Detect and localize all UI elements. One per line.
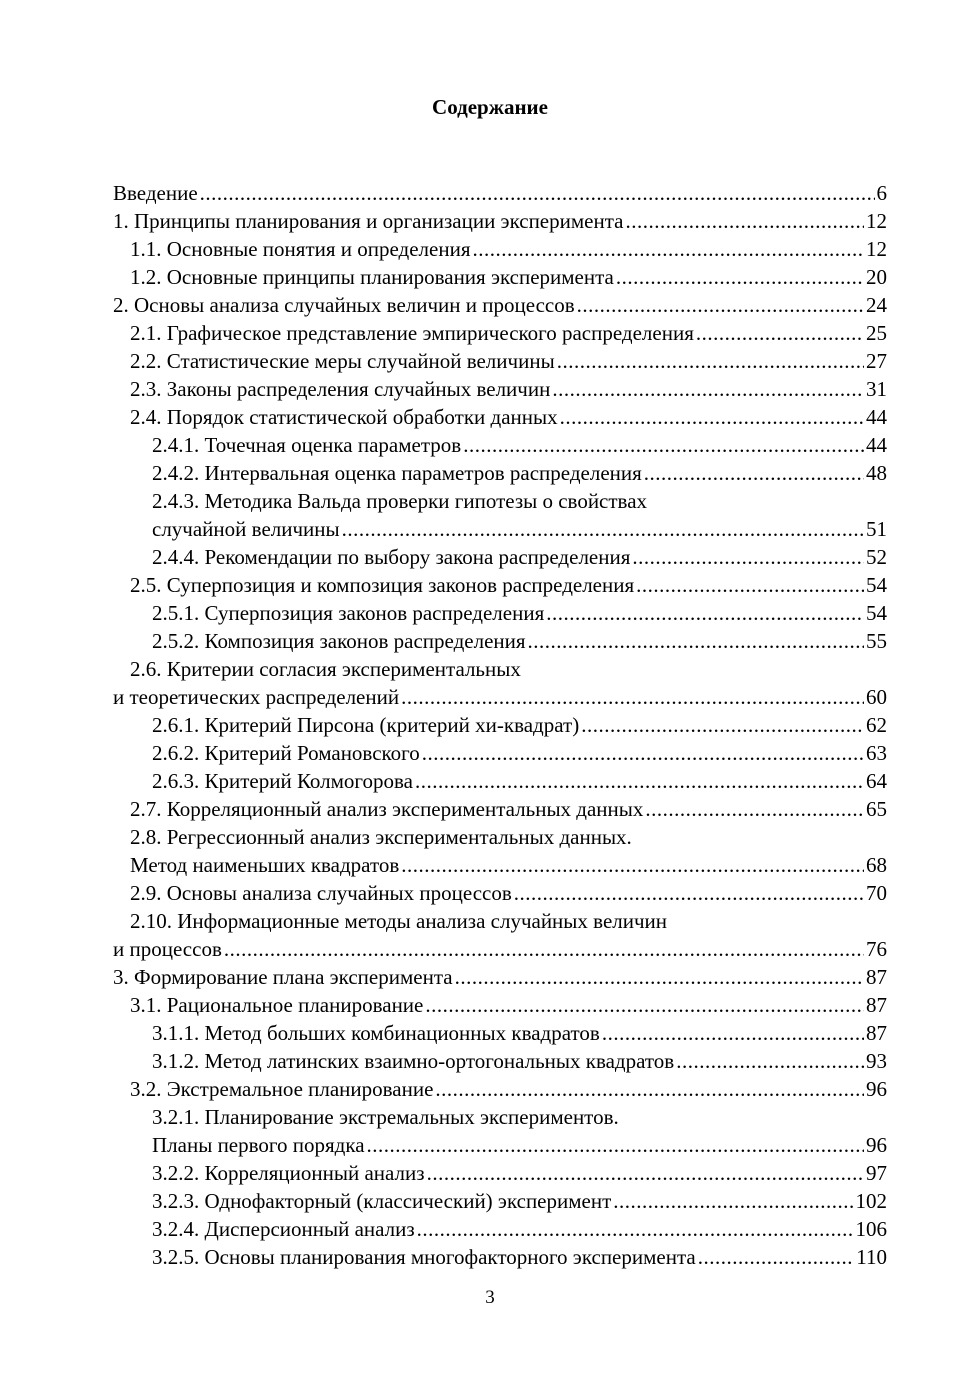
- toc-entry-page: 70: [866, 881, 887, 905]
- toc-entry: [113, 291, 887, 319]
- toc-entry: [113, 1131, 887, 1159]
- toc-entry-title: 2.6.2. Критерий Романовского: [152, 741, 420, 765]
- toc-entry: [113, 1103, 887, 1131]
- toc-leader-dots: [616, 263, 864, 291]
- toc-entry-title: 3.1.1. Метод больших комбинационных квадратов: [152, 1021, 600, 1045]
- toc-entry-page: 96: [866, 1133, 887, 1157]
- toc-leader-dots: [636, 571, 864, 599]
- toc-entry-page: 12: [866, 209, 887, 233]
- toc-entry: [113, 459, 887, 487]
- toc-entry-page: 24: [866, 293, 887, 317]
- toc-entry-title: 2.6.3. Критерий Колмогорова: [152, 769, 413, 793]
- toc-leader-dots: [577, 291, 864, 319]
- toc-entry: [113, 1187, 887, 1215]
- toc-leader-dots: [367, 1131, 864, 1159]
- toc-entry-title: 1.1. Основные понятия и определения: [130, 237, 471, 261]
- toc-entry: [113, 1159, 887, 1187]
- toc-entry-title: 3.2.4. Дисперсионный анализ: [152, 1217, 415, 1241]
- toc-leader-dots: [401, 851, 864, 879]
- toc-entry: [113, 347, 887, 375]
- toc-leader-dots: [581, 711, 864, 739]
- toc-entry-title: и теоретических распределений: [113, 685, 400, 709]
- toc-leader-dots: [552, 375, 864, 403]
- toc-entry-title: Метод наименьших квадратов: [130, 853, 400, 877]
- toc-entry-page: 12: [866, 237, 887, 261]
- toc-entry: [113, 487, 887, 515]
- toc-entry: [113, 795, 887, 823]
- toc-entry-title: 2.5.1. Суперпозиция законов распределения: [152, 601, 545, 625]
- toc-entry-title: 2.5. Суперпозиция и композиция законов распределения: [130, 573, 635, 597]
- toc-entry-page: 20: [866, 265, 887, 289]
- toc-entry-page: 102: [855, 1189, 887, 1213]
- toc-entry-page: 54: [866, 573, 887, 597]
- toc-leader-dots: [514, 879, 864, 907]
- toc-leader-dots: [401, 683, 864, 711]
- toc-leader-dots: [645, 795, 864, 823]
- toc-entry-title: 2.9. Основы анализа случайных процессов: [130, 881, 512, 905]
- toc-leader-dots: [224, 935, 864, 963]
- toc-entry-title: 2.6. Критерии согласия экспериментальных: [130, 657, 521, 681]
- toc-leader-dots: [528, 627, 864, 655]
- toc-entry: [113, 1215, 887, 1243]
- page-title: Содержание: [432, 95, 548, 119]
- toc-entry: [113, 263, 887, 291]
- toc-entry-title: 3.2.5. Основы планирования многофакторного эксперимента: [152, 1245, 696, 1269]
- toc-entry-page: 87: [866, 965, 887, 989]
- toc-entry-title: 2.4.1. Точечная оценка параметров: [152, 433, 462, 457]
- toc-leader-dots: [435, 1075, 864, 1103]
- toc-entry-page: 62: [866, 713, 887, 737]
- toc-entry-page: 76: [866, 937, 887, 961]
- toc-leader-dots: [698, 1243, 855, 1271]
- toc-leader-dots: [557, 347, 864, 375]
- toc-entry: [113, 515, 887, 543]
- toc-entry: [113, 319, 887, 347]
- toc-entry-title: 3.2.3. Однофакторный (классический) эксперимент: [152, 1189, 612, 1213]
- toc-leader-dots: [546, 599, 864, 627]
- toc-entry: [113, 1243, 887, 1271]
- toc-leader-dots: [417, 1215, 854, 1243]
- page-number: 3: [485, 1287, 495, 1308]
- toc-entry-page: 63: [866, 741, 887, 765]
- toc-entry: [113, 991, 887, 1019]
- toc-entry-page: 110: [856, 1245, 887, 1269]
- toc-entry: [113, 739, 887, 767]
- toc-entry-page: 64: [866, 769, 887, 793]
- toc-entry-page: 97: [866, 1161, 887, 1185]
- toc-entry-title: 2.8. Регрессионный анализ экспериментальных данных.: [130, 825, 632, 849]
- toc-leader-dots: [644, 459, 864, 487]
- toc-entry: [113, 963, 887, 991]
- toc-entry-page: 60: [866, 685, 887, 709]
- toc-entry-page: 25: [866, 321, 887, 345]
- toc-entry: [113, 655, 887, 683]
- toc-entry: [113, 627, 887, 655]
- toc-entry: [113, 403, 887, 431]
- toc-entry-title: 2.4.3. Методика Вальда проверки гипотезы о свойствах: [152, 489, 648, 513]
- toc-entry: [113, 1047, 887, 1075]
- toc-leader-dots: [676, 1047, 864, 1075]
- toc-entry-page: 96: [866, 1077, 887, 1101]
- toc-entry: [113, 543, 887, 571]
- toc-entry-title: Введение: [113, 181, 198, 205]
- toc-entry-page: 6: [876, 181, 887, 205]
- toc-entry-page: 65: [866, 797, 887, 821]
- toc-entry-title: 3.1.2. Метод латинских взаимно-ортогональных квадратов: [152, 1049, 675, 1073]
- toc-entry-title: 2.1. Графическое представление эмпирического распределения: [130, 321, 694, 345]
- toc-entry-page: 48: [866, 461, 887, 485]
- toc-entry-title: 2.4.4. Рекомендации по выбору закона распределения: [152, 545, 631, 569]
- toc-entry: [113, 851, 887, 879]
- toc-entry-page: 52: [866, 545, 887, 569]
- toc-leader-dots: [625, 207, 864, 235]
- toc-entry: [113, 823, 887, 851]
- toc-entry-title: 3.2. Экстремальное планирование: [130, 1077, 434, 1101]
- toc-leader-dots: [613, 1187, 853, 1215]
- toc-leader-dots: [425, 991, 864, 1019]
- toc-entry-page: 44: [866, 405, 887, 429]
- toc-entry-page: 27: [866, 349, 887, 373]
- toc-entry: [113, 1075, 887, 1103]
- toc-entry-title: 2.4.2. Интервальная оценка параметров распределения: [152, 461, 642, 485]
- toc-entry-page: 51: [866, 517, 887, 541]
- toc-entry: [113, 1019, 887, 1047]
- toc-entry-title: Планы первого порядка: [152, 1133, 365, 1157]
- toc-entry-page: 93: [866, 1049, 887, 1073]
- toc-leader-dots: [632, 543, 864, 571]
- toc-leader-dots: [427, 1159, 864, 1187]
- toc-leader-dots: [472, 235, 864, 263]
- toc-entry-page: 106: [855, 1217, 887, 1241]
- toc-entry-page: 31: [866, 377, 887, 401]
- toc-entry-title: 2.2. Статистические меры случайной величины: [130, 349, 555, 373]
- toc-entry: [113, 375, 887, 403]
- toc-entry: [113, 599, 887, 627]
- toc-entry-title: 1.2. Основные принципы планирования эксперимента: [130, 265, 614, 289]
- toc-entry-title: 2.10. Информационные методы анализа случайных величин: [130, 909, 668, 933]
- toc-leader-dots: [415, 767, 864, 795]
- toc-entry-title: 2. Основы анализа случайных величин и процессов: [113, 293, 575, 317]
- toc-entry: [113, 207, 887, 235]
- toc-entry: [113, 907, 887, 935]
- toc-entry-page: 87: [866, 1021, 887, 1045]
- toc-leader-dots: [560, 403, 864, 431]
- toc-entry-title: 2.3. Законы распределения случайных величин: [130, 377, 551, 401]
- toc-leader-dots: [463, 431, 864, 459]
- toc-entry: [113, 767, 887, 795]
- toc-entry-title: случайной величины: [152, 517, 340, 541]
- toc-entry-title: 2.5.2. Композиция законов распределения: [152, 629, 526, 653]
- toc-leader-dots: [422, 739, 864, 767]
- toc-entry: [113, 711, 887, 739]
- toc-entry: [113, 571, 887, 599]
- toc-entry-title: 2.6.1. Критерий Пирсона (критерий хи-квадрат): [152, 713, 580, 737]
- toc-entry-title: 3.1. Рациональное планирование: [130, 993, 424, 1017]
- toc-entry-page: 68: [866, 853, 887, 877]
- toc-entry-title: 2.7. Корреляционный анализ экспериментальных данных: [130, 797, 644, 821]
- toc-entry: [113, 935, 887, 963]
- toc-entry: [113, 879, 887, 907]
- toc-entry: [113, 235, 887, 263]
- toc-entry-page: 87: [866, 993, 887, 1017]
- toc-leader-dots: [696, 319, 864, 347]
- toc-leader-dots: [602, 1019, 864, 1047]
- table-of-contents: [113, 179, 887, 1271]
- toc-entry-title: 3.2.2. Корреляционный анализ: [152, 1161, 425, 1185]
- toc-leader-dots: [342, 515, 864, 543]
- toc-entry: [113, 683, 887, 711]
- toc-entry-title: 1. Принципы планирования и организации эксперимента: [113, 209, 624, 233]
- toc-entry-page: 44: [866, 433, 887, 457]
- toc-entry-title: 2.4. Порядок статистической обработки данных: [130, 405, 558, 429]
- toc-leader-dots: [200, 179, 875, 207]
- toc-entry-page: 54: [866, 601, 887, 625]
- toc-entry: [113, 431, 887, 459]
- toc-entry: [113, 179, 887, 207]
- toc-entry-page: 55: [866, 629, 887, 653]
- toc-leader-dots: [455, 963, 864, 991]
- toc-entry-title: 3. Формирование плана эксперимента: [113, 965, 453, 989]
- toc-entry-title: 3.2.1. Планирование экстремальных экспериментов.: [152, 1105, 619, 1129]
- toc-entry-title: и процессов: [113, 937, 222, 961]
